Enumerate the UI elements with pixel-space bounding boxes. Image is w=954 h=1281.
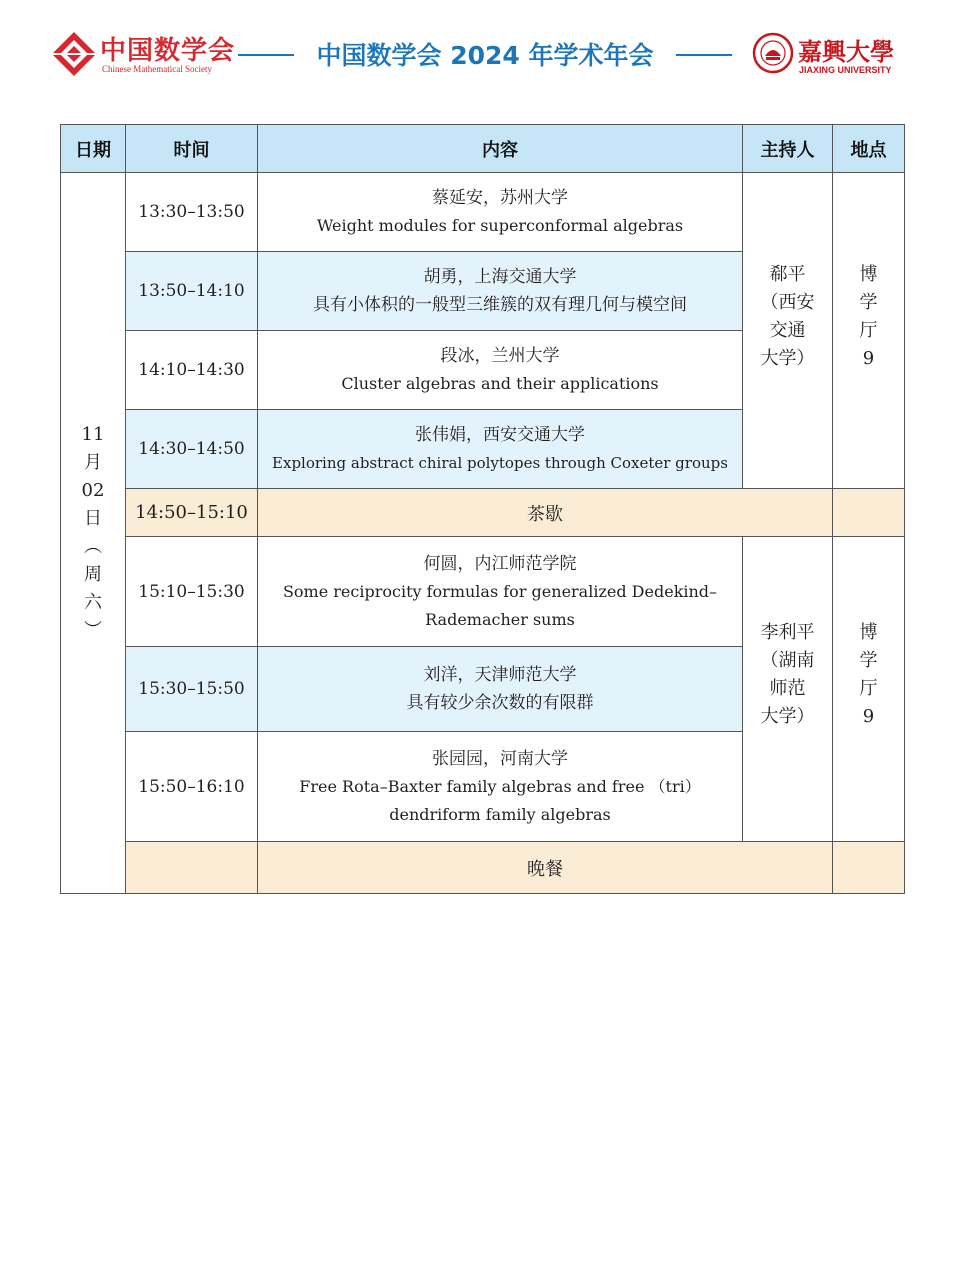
table-header-row: [61, 125, 905, 173]
venue-text: 厅: [859, 319, 878, 341]
header-venue: 地点: [833, 125, 905, 173]
venue-spacer: [837, 373, 900, 401]
talk-speaker: 何圆，内江师范学院: [423, 553, 577, 574]
talk-title-line: Some reciprocity formulas for generalized Dedekind–: [282, 581, 718, 601]
university-seal-icon: [752, 32, 794, 74]
cms-name: 中国数学会: [100, 36, 236, 66]
talk-speaker: 张伟娟，西安交通大学: [415, 425, 585, 445]
venue-text: 9: [862, 706, 875, 727]
university-english-name: JIAXING UNIVERSITY: [799, 65, 892, 75]
host-cell: [743, 537, 833, 842]
dinner-venue-cell: [833, 842, 905, 894]
host-text: 郗平: [769, 263, 806, 285]
break-venue-cell: [833, 489, 905, 537]
venue-text: 学: [859, 650, 878, 671]
talk-title-line: dendriform family algebras: [389, 804, 611, 824]
venue-text: 厅: [859, 678, 878, 699]
conference-title: 中国数学会 2024 年学术年会: [316, 41, 654, 70]
venue-text: 9: [862, 347, 875, 369]
date-text: 月: [84, 452, 102, 473]
dinner-label: 晚餐: [258, 842, 833, 894]
host-text: 李利平: [760, 622, 815, 643]
host-spacer: [747, 373, 828, 401]
venue-text: 博: [859, 622, 878, 643]
dinner-time-cell: [126, 842, 258, 894]
date-text: 日: [84, 508, 102, 529]
table-row: [61, 537, 905, 647]
talk-title: Cluster algebras and their applications: [341, 374, 659, 393]
date-text: 周: [84, 564, 102, 585]
break-label: 茶歇: [258, 489, 833, 537]
time-cell: 13:50–14:10: [126, 252, 258, 331]
cms-diamond-icon: [52, 32, 96, 76]
talk-title: 具有小体积的一般型三维簇的双有理几何与模空间: [313, 295, 687, 315]
cms-english-name: Chinese Mathematical Society: [102, 64, 212, 74]
venue-cell: [833, 537, 905, 842]
host-text: 交通: [769, 319, 806, 341]
host-text: 大学）: [760, 706, 815, 727]
schedule-table: [60, 124, 905, 894]
talk-cell: [258, 173, 743, 252]
talk-title: Weight modules for superconformal algebras: [316, 216, 684, 235]
time-cell: 15:50–16:10: [126, 732, 258, 842]
time-cell: 13:30–13:50: [126, 173, 258, 252]
talk-cell: [258, 732, 743, 842]
talk-speaker: 胡勇，上海交通大学: [423, 267, 577, 287]
host-text: （湖南: [760, 650, 815, 671]
host-text: 大学）: [760, 347, 815, 369]
talk-cell: [258, 331, 743, 410]
talk-speaker: 张园园，河南大学: [432, 748, 568, 769]
time-cell: 15:10–15:30: [126, 537, 258, 647]
host-cell: [743, 173, 833, 489]
page-header: [0, 0, 954, 100]
date-text: 11: [81, 424, 105, 445]
venue-cell: [833, 173, 905, 489]
talk-speaker: 段冰，兰州大学: [440, 346, 560, 366]
date-text: ︵: [84, 536, 102, 557]
jiaxing-logo: [752, 32, 912, 82]
time-cell: 14:10–14:30: [126, 331, 258, 410]
host-text: （西安: [760, 291, 815, 313]
date-text: ︶: [84, 620, 102, 641]
time-cell: 15:30–15:50: [126, 647, 258, 732]
talk-title-line: Free Rota–Baxter family algebras and free （tri）: [299, 776, 701, 796]
venue-text: 博: [859, 263, 878, 285]
talk-cell: [258, 537, 743, 647]
header-time: 时间: [126, 125, 258, 173]
date-text: 六: [84, 592, 102, 613]
host-spacer: [747, 731, 828, 759]
break-row: [61, 489, 905, 537]
talk-speaker: 刘洋，天津师范大学: [423, 665, 577, 685]
host-text: 师范: [769, 678, 806, 699]
header-host: 主持人: [743, 125, 833, 173]
title-rule-right: [676, 54, 732, 56]
date-cell: [61, 173, 126, 894]
cms-logo: [52, 30, 236, 80]
talk-title-line: Rademacher sums: [425, 609, 575, 629]
talk-title: Exploring abstract chiral polytopes through Coxeter groups: [272, 454, 728, 472]
break-time: 14:50–15:10: [126, 489, 258, 537]
date-text: 02: [81, 480, 105, 501]
header-date: 日期: [61, 125, 126, 173]
talk-cell: [258, 252, 743, 331]
venue-text: 学: [859, 291, 878, 313]
talk-cell: [258, 647, 743, 732]
title-rule-left: [238, 54, 294, 56]
dinner-row: [61, 842, 905, 894]
header-content: 内容: [258, 125, 743, 173]
talk-title: 具有较少余次数的有限群: [406, 693, 594, 713]
talk-speaker: 蔡延安，苏州大学: [432, 188, 568, 208]
venue-spacer: [837, 731, 900, 759]
time-cell: 14:30–14:50: [126, 410, 258, 489]
talk-cell: [258, 410, 743, 489]
table-row: [61, 173, 905, 252]
university-name: 嘉興大學: [798, 37, 894, 66]
